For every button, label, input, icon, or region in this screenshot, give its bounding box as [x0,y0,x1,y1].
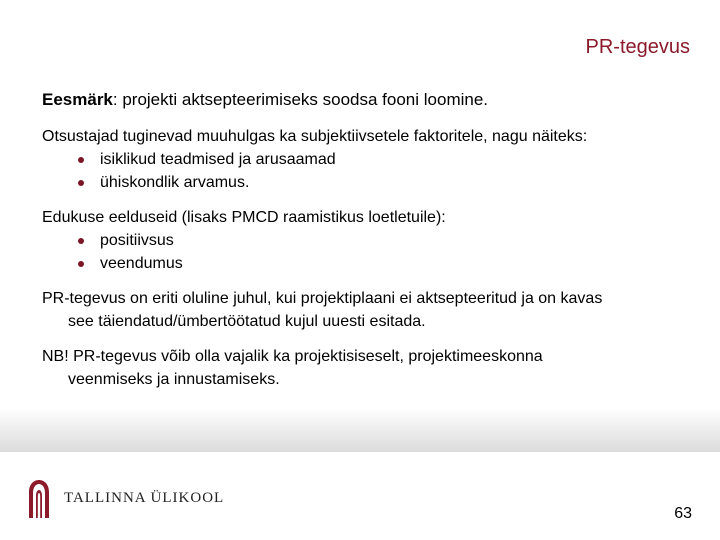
university-logo [26,478,224,518]
important-note [42,287,692,333]
list-item [78,229,692,252]
nb-line-1: NB! PR-tegevus võib olla vajalik ka projektisiseselt, projektimeeskonna [42,348,543,365]
bullet-dot-icon [78,180,84,186]
goal-statement [42,88,692,111]
goal-text: : projekti aktsepteerimiseks soodsa fooni loomine. [112,90,489,109]
factors-list [42,148,692,194]
nb-note [42,345,692,391]
slide-title: PR-tegevus [585,36,690,58]
factor-item-text: isiklikud teadmised ja arusaamad [100,151,336,168]
factors-section [42,125,692,194]
nb-line-2: veenmiseks ja innustamiseks. [68,371,280,388]
success-item-text: positiivsus [100,232,174,249]
important-line-2: see täiendatud/ümbertöötatud kujul uuesti esitada. [68,313,426,330]
success-intro: Edukuse eelduseid (lisaks PMCD raamistikus loetletuile): [42,209,446,226]
slide-content [42,88,692,403]
logo-text: TALLINNA ÜLIKOOL [64,489,225,506]
bullet-dot-icon [78,157,84,163]
list-item [78,252,692,275]
important-line-1: PR-tegevus on eriti oluline juhul, kui projektiplaani ei aktsepteeritud ja on kavas [42,290,603,307]
list-item [78,171,692,194]
success-list [42,229,692,275]
success-section [42,206,692,275]
page-number: 63 [674,505,692,522]
factor-item-text: ühiskondlik arvamus. [100,174,250,191]
bullet-dot-icon [78,238,84,244]
factors-intro: Otsustajad tuginevad muuhulgas ka subjektiivsetele faktoritele, nagu näiteks: [42,128,588,145]
success-item-text: veendumus [100,255,183,272]
tallinn-university-logo-icon [26,478,52,518]
footer-band [0,408,720,452]
bullet-dot-icon [78,261,84,267]
goal-label: Eesmärk [42,90,113,109]
list-item [78,148,692,171]
